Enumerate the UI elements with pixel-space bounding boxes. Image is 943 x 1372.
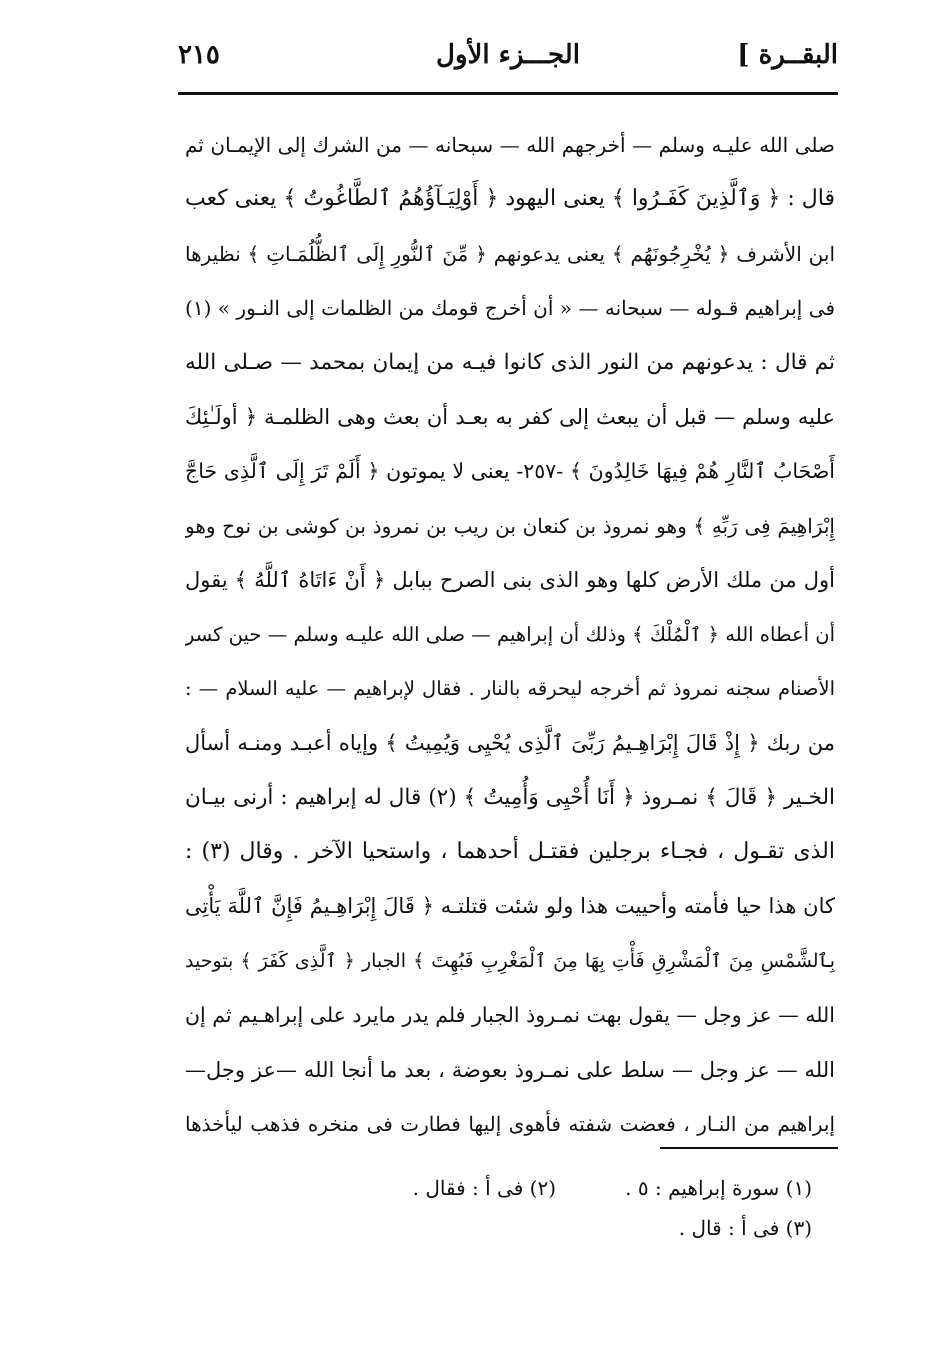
footnote-3: (٣) فى أ : قال . [678,1216,812,1240]
text-line: ابن الأشرف ﴿ يُخْرِجُونَهُم ﴾ يعنى يدعونهم ﴿ مِّنَ ٱلنُّورِ إِلَى ٱلظُّلُمَـاتِ ﴾ نظيرها [185,241,835,266]
text-line: فى إبراهيم قـوله — سبحانه — « أن أخرج قومك من الظلمات إلى النـور » (١) [185,296,835,321]
text-line: كان هذا حيا فأمته وأحييت هذا ولو شئت قتلتـه ﴿ قَالَ إِبْرَاهِـيمُ فَإِنَّ ٱللَّهَ يَأْتِى [185,894,835,919]
text-line: الله — عز وجل — يقول بهت نمـروذ الجبار فلم يدر مايرد على إبراهـيم ثم إن [185,1003,835,1028]
page-header [178,40,838,90]
text-line: من ربك ﴿ إِذْ قَالَ إِبْرَاهِـيمُ رَبِّىَ ٱلَّذِى يُحْيِى وَيُمِيتُ ﴾ وإياه أعبـد ومنـه أسأل [185,731,835,756]
footnote-divider [660,1147,838,1149]
text-line: ثم قال : يدعونهم من النور الذى كانوا فيـه من إيمان بمحمد — صـلى الله [185,349,835,375]
header-divider [178,92,838,95]
footnote-1: (١) سورة إبراهيم : ٥ . [625,1176,812,1200]
text-line: الأصنام سجنه نمروذ ثم أخرجه ليحرقه بالنار . فقال لإبراهيم — عليه السلام — : [185,676,835,700]
text-line: الذى تقـول ، فجـاء برجلين فقتـل أحدهما ، واستحيا الآخر . وقال (٣) : [185,839,835,865]
footnotes [300,1168,812,1248]
juz-title: الجـــزء الأول [436,40,580,70]
page-number: ٢١٥ [178,40,220,70]
text-line: قال : ﴿ وَٱلَّذِينَ كَفَـرُوا ﴾ يعنى اليهود ﴿ أَوْلِيَـآؤُهُمُ ٱلطَّاغُوتُ ﴾ يعنى كعب [185,186,835,212]
surah-title: البقــرة ] [737,40,838,70]
text-line: أن أعطاه الله ﴿ ٱلْمُلْكَ ﴾ وذلك أن إبراهيم — صلى الله عليـه وسلم — حين كسر [185,622,835,646]
text-line: بِٱلشَّمْسِ مِنَ ٱلْمَشْرِقِ فَأْتِ بِهَا مِنَ ٱلْمَغْرِبِ فَبُهِتَ ﴾ الجبار ﴿ ٱلَّذِى كَفَرَ ﴾ بتوحيد [185,949,835,972]
footnote-row [300,1208,812,1248]
footnote-2: (٢) فى أ : فقال . [412,1176,556,1200]
text-line: أول من ملك الأرض كلها وهو الذى بنى الصرح ببابل ﴿ أَنْ ءَاتَاهُ ٱللَّهُ ﴾ يقول [185,568,835,593]
text-line: أَصْحَابُ ٱلنَّارِ هُمْ فِيهَا خَالِدُونَ ﴾ -٢٥٧- يعنى لا يموتون ﴿ أَلَمْ تَرَ إِلَى ٱلَّذِى حَاجَّ [185,459,835,484]
body-text [185,118,835,1151]
text-line: صلى الله عليـه وسلم — أخرجهم الله — سبحانه — من الشرك إلى الإيمـان ثم [185,133,835,157]
footnote-row [300,1168,812,1208]
text-line: الله — عز وجل — سلط على نمـروذ بعوضة ، بعد ما أنجا الله —عز وجل— [185,1057,835,1082]
text-line: عليه وسلم — قبل أن يبعث إلى كفر به بعـد أن بعث وهى الظلمـة ﴿ أولَـٰئِكَ [185,404,835,429]
text-line: إبراهيم من النـار ، فعضت شفته فأهوى إليها فطارت فى منخره فذهب ليأخذها [185,1112,835,1137]
text-line: الخـير ﴿ قَالَ ﴾ نمـروذ ﴿ أَنَا أُحْيِى وَأُمِيتُ ﴾ (٢) قال له إبراهيم : أرنى بيـان [185,784,835,810]
text-line: إِبْرَاهِيمَ فِى رَبِّهِ ﴾ وهو نمروذ بن كنعان بن ريب بن نمروذ بن كوشى بن نوح وهو [185,513,835,538]
